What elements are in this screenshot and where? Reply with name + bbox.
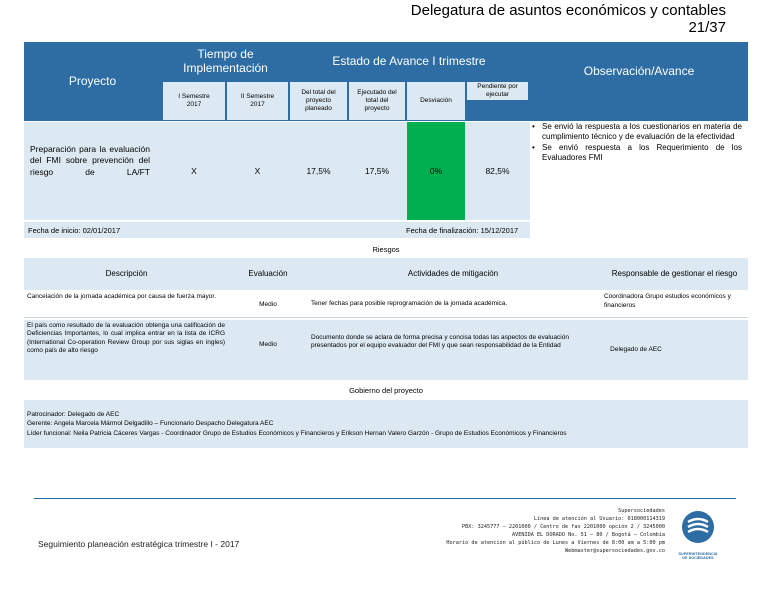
riesgos-header-actividades: Actividades de mitigación xyxy=(407,269,499,279)
row-ejecutado: 17,5% xyxy=(364,165,390,176)
row-proyecto: Preparación para la evaluación del FMI sobre prevención del riesgo de LA/FT xyxy=(30,144,150,177)
subheader-sem1: I Semestre 2017 xyxy=(163,82,225,120)
riesgo-actividades: Tener fechas para posible reprogramación de la jornada académica. xyxy=(311,300,508,307)
header-estado: Estado de Avance I trimestre xyxy=(290,42,528,80)
fecha-fin: Fecha de finalización: 15/12/2017 xyxy=(406,226,519,235)
logo-text: SUPERINTENDENCIA DE SOCIEDADES xyxy=(678,552,718,561)
observacion-text: Se envió respuesta a los Requerimiento de los Evaluadores FMI xyxy=(542,142,742,163)
riesgos-header-evaluacion: Evaluación xyxy=(248,269,288,279)
riesgo-evaluacion: Medio xyxy=(259,300,277,308)
contact-line: Línea de atención al Usuario: 018000114319 xyxy=(533,516,665,523)
footer-contact xyxy=(420,507,665,555)
riesgos-header-responsable: Responsable de gestionar el riesgo xyxy=(611,269,738,279)
riesgo-responsable: Delegado de AEC xyxy=(610,346,662,354)
footer-left-text: Seguimiento planeación estratégica trimestre I - 2017 xyxy=(38,539,240,549)
footer-divider xyxy=(34,498,736,499)
gobierno-line: Líder funcional: Neila Patricia Cáceres Vargas - Coordinador Grupo de Estudios Económicos y Financieros y Erikson Hernan Valero Garzón - Grupo de Estudios Económicos y Financieros xyxy=(27,429,567,437)
header-observacion: Observación/Avance xyxy=(530,42,748,100)
row-pendiente: 82,5% xyxy=(485,165,510,176)
observacion-item xyxy=(532,143,742,164)
contact-line: Supersociedades xyxy=(618,508,665,514)
gobierno-lines xyxy=(27,410,745,438)
row-del-total: 17,5% xyxy=(306,165,331,176)
row-sem2: X xyxy=(254,165,261,176)
riesgos-header-descripcion: Descripción xyxy=(105,269,148,279)
header-proyecto: Proyecto xyxy=(24,42,161,121)
fecha-inicio: Fecha de inicio: 02/01/2017 xyxy=(28,226,121,235)
page-title-text: Delegatura de asuntos económicos y contables xyxy=(410,2,726,19)
riesgo-descripcion: El país como resultado de la evaluación obtenga una calificación de Deficiencias Importantes, lo cual implica entrar en la lista de ICRG (International Co-operation Review Group por sus siglas en ingles) como país de alto riesgo xyxy=(27,322,225,355)
page-title xyxy=(300,2,726,37)
contact-line: AVENIDA EL DORADO No. 51 – 80 / Bogotá – Colombia xyxy=(511,532,665,539)
subheader-ejecutado: Ejecutado del total del proyecto xyxy=(349,82,405,120)
contact-line: Horario de atención al público de Lunes a Viernes de 8:00 am a 5:00 pm xyxy=(446,540,665,547)
gobierno-line: Gerente: Angela Marcela Mármol Delgadillo – Funcionario Despacho Delegatura AEC xyxy=(27,420,274,428)
riesgo-descripcion: Cancelación de la jornada académica por causa de fuerza mayor. xyxy=(27,293,216,300)
riesgo-responsable: Coordinadora Grupo estudios económicos y financieros xyxy=(604,293,731,309)
row-desviacion: 0% xyxy=(407,122,465,220)
subheader-del-total: Del total del proyecto planeado xyxy=(290,82,347,120)
observacion-text: Se envió la respuesta a los cuestionarios en materia de cumplimiento técnico y de evaluación de la efectividad xyxy=(542,122,742,142)
contact-line: PBX: 3245777 – 2201000 / Centro de fax 2201000 opción 2 / 3245000 xyxy=(461,524,665,531)
row-sem1: X xyxy=(191,165,197,176)
supersociedades-logo xyxy=(678,510,718,560)
subheader-pendiente: Pendiente por ejecutar xyxy=(467,82,528,100)
page-number: 21/37 xyxy=(688,19,726,37)
subheader-desviacion: Desviación xyxy=(407,82,465,120)
observacion-item xyxy=(532,122,742,143)
bullet-icon: • xyxy=(532,142,535,152)
subheader-sem2: II Semestre 2017 xyxy=(227,82,288,120)
riesgo-evaluacion: Medio xyxy=(259,341,277,349)
gobierno-title: Gobierno del proyecto xyxy=(24,382,748,398)
riesgo-actividades: Documento donde se aclara de forma precisa y concisa todas las aspectos de evaluación presentados por el equipo evaluador del FMI y que sean responsabilidad de la Entidad xyxy=(311,334,569,350)
observaciones-list xyxy=(532,122,742,164)
bullet-icon: • xyxy=(532,122,535,131)
gobierno-line: Patrocinador: Delegado de AEC xyxy=(27,411,120,418)
logo-icon xyxy=(678,510,718,546)
contact-line: Webmaster@supersociedades.gov.co xyxy=(565,548,665,555)
header-tiempo: Tiempo de Implementación xyxy=(163,42,288,80)
riesgos-title: Riesgos xyxy=(372,244,400,254)
